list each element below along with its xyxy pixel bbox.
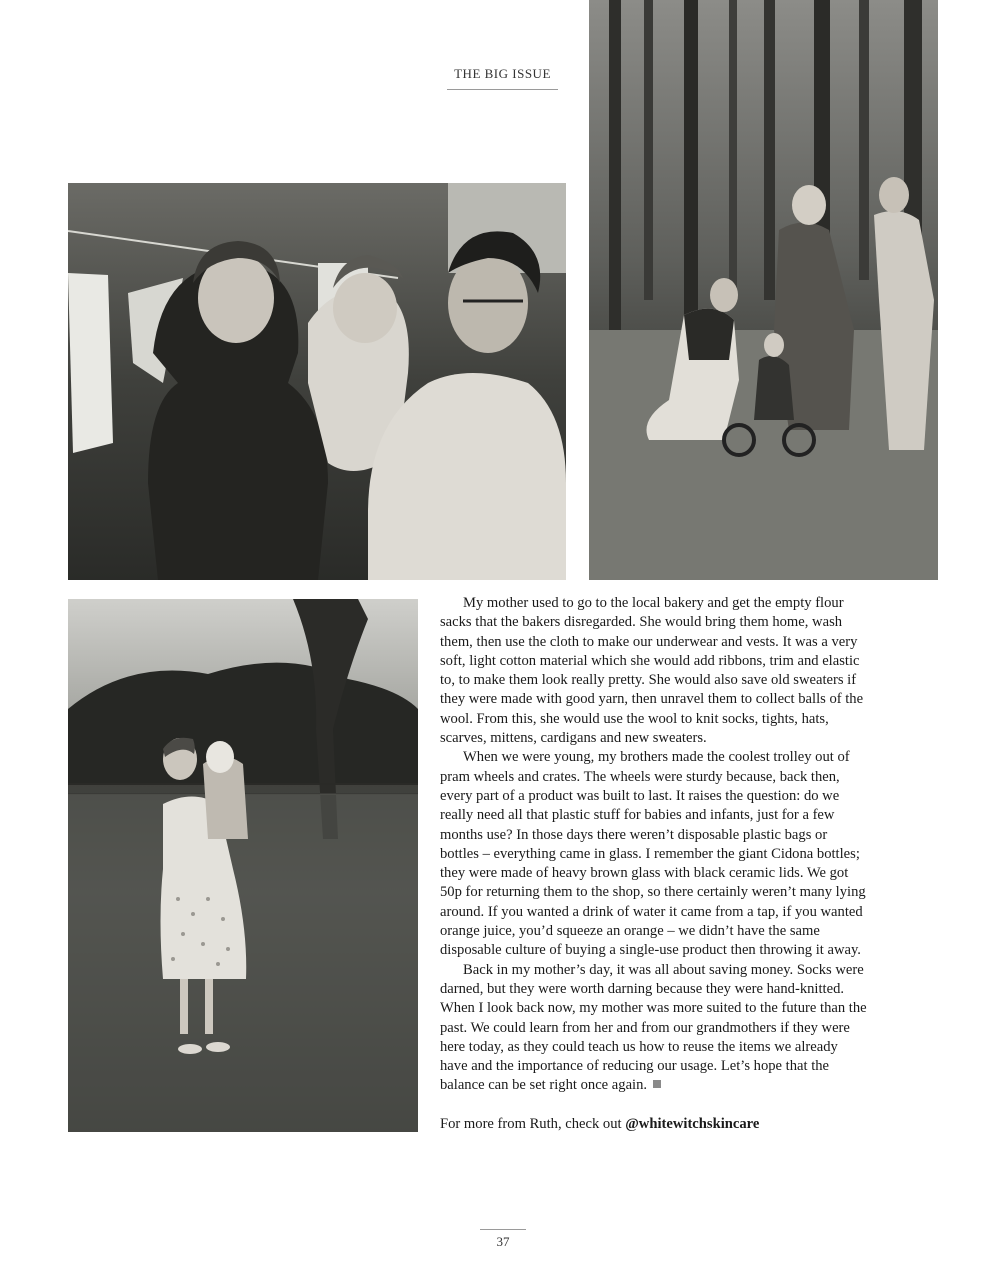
article-paragraph [440, 961, 868, 1096]
family-in-forest-photo [589, 0, 938, 580]
page-number: 37 [480, 1229, 526, 1250]
article-body [440, 594, 868, 1134]
end-of-article-square-icon [653, 1080, 661, 1088]
author-credit [440, 1115, 868, 1134]
mother-holding-baby-photo [68, 599, 418, 1132]
credit-prefix: For more from Ruth, check out [440, 1115, 626, 1132]
masthead: THE BIG ISSUE [447, 66, 558, 90]
article-paragraph: When we were young, my brothers made the coolest trolley out of pram wheels and crates. The wheels were sturdy because, back then, every part of a product was built to last. It raises the question: do we really need all that plastic stuff for babies and infants, just for a few months use? In those days there weren’t disposable plastic bags or bottles – everything came in glass. I remember the giant Cidona bottles; they were made of heavy brown glass with black ceramic lids. We got 50p for returning them to the shop, so there certainly weren’t many lying around. If you wanted a drink of water it came from a tap, if you wanted orange juice, you’d squeeze an orange – we didn’t have the same disposable culture of buying a single-use product then throwing it away. [440, 749, 866, 959]
article-paragraph: My mother used to go to the local bakery and get the empty flour sacks that the bakers disregarded. She would bring them home, wash them, then use the cloth to make our underwear and vests. It was a very soft, light cotton material which she would add ribbons, trim and elastic to, to make them look really pretty. She would also save old sweaters if they were made with good yarn, then unravel them to collect balls of the wool. From this, she would use the wool to knit socks, tights, hats, scarves, mittens, cardigans and new sweaters. [440, 595, 864, 747]
article-paragraph-text: Back in my mother’s day, it was all about saving money. Socks were darned, but they were worth darning because they were hand-knitted. When I look back now, my mother was more suited to the future than the past. We could learn from her and from our grandmothers if they were here today, as they could teach us how to reuse the items we already have and the importance of reducing our usage. Let’s hope that the balance can be set right once again. [440, 961, 867, 1094]
family-with-baby-photo [68, 183, 566, 580]
social-handle: @whitewitchskincare [625, 1115, 760, 1132]
